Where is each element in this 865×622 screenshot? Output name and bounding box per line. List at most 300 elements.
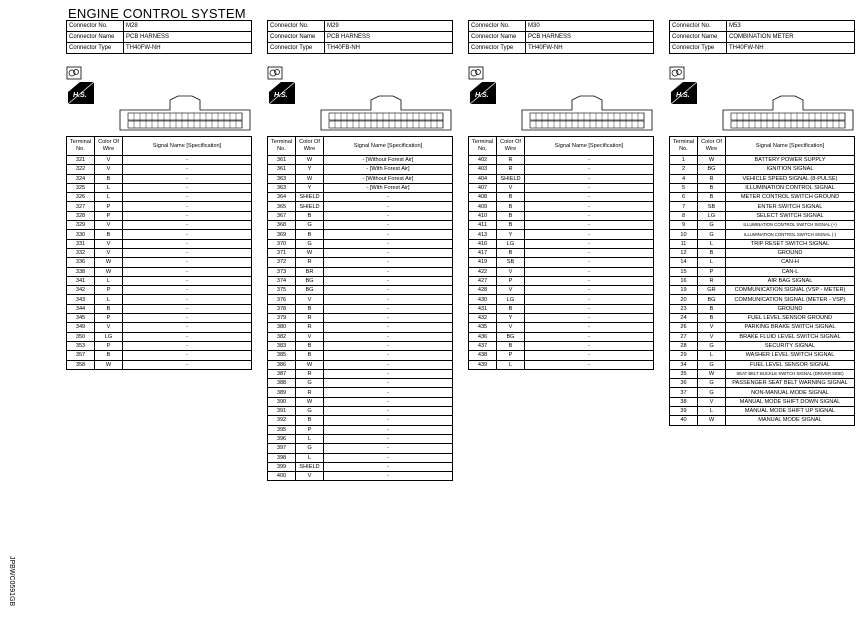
signal-name: SEAT BELT BUCKLE SWITCH SIGNAL (DRIVER SIDE) <box>726 369 855 378</box>
signal-name: - <box>324 211 453 220</box>
signal-name: - <box>525 221 654 230</box>
wire-color: V <box>296 472 324 481</box>
wire-color: V <box>497 267 525 276</box>
wire-color: BG <box>698 295 726 304</box>
table-row <box>670 360 855 369</box>
table-row <box>469 332 654 341</box>
signal-name: - <box>123 332 252 341</box>
connector-info-label: Connector Name <box>268 32 325 43</box>
table-row <box>670 341 855 350</box>
signal-name: ILLUMINATION CONTROL SIGNAL <box>726 183 855 192</box>
signal-name: - <box>324 397 453 406</box>
signal-name: - <box>525 360 654 369</box>
wire-color: G <box>296 444 324 453</box>
table-row <box>268 286 453 295</box>
signal-name: - <box>123 248 252 257</box>
signal-name: - <box>123 286 252 295</box>
wire-color: BG <box>497 332 525 341</box>
connector-info-label: Connector Name <box>469 32 526 43</box>
table-row <box>469 239 654 248</box>
terminal-no: 432 <box>469 314 497 323</box>
table-row <box>670 156 855 165</box>
wire-color: B <box>95 174 123 183</box>
signal-name: - <box>525 165 654 174</box>
terminal-no: 330 <box>67 230 95 239</box>
terminal-no: 363 <box>268 183 296 192</box>
wire-color: W <box>296 174 324 183</box>
table-row <box>67 304 252 313</box>
signal-name: - <box>123 193 252 202</box>
wire-color: V <box>95 221 123 230</box>
terminal-no: 12 <box>670 248 698 257</box>
terminal-no: 344 <box>67 304 95 313</box>
connector-info-value: M53 <box>727 21 855 32</box>
connector-info-table <box>669 20 855 54</box>
table-row <box>268 165 453 174</box>
table-row <box>670 351 855 360</box>
table-row <box>670 369 855 378</box>
signal-name: - <box>324 407 453 416</box>
signal-name: - <box>525 295 654 304</box>
wire-color: R <box>497 156 525 165</box>
terminal-no: 403 <box>469 165 497 174</box>
terminal-no: 327 <box>67 202 95 211</box>
terminal-no: 14 <box>670 258 698 267</box>
wire-color: P <box>497 351 525 360</box>
wire-color: V <box>497 286 525 295</box>
signal-name: - <box>324 295 453 304</box>
connector-info-value: COMBINATION METER <box>727 32 855 43</box>
signal-name: - <box>123 221 252 230</box>
wire-color: G <box>698 379 726 388</box>
wire-color: G <box>698 388 726 397</box>
wire-color: V <box>698 323 726 332</box>
connector-info-row <box>67 32 252 43</box>
connector-face-diagram <box>520 94 654 132</box>
connector-info-row <box>268 32 453 43</box>
wire-color: B <box>95 351 123 360</box>
wire-color: B <box>296 416 324 425</box>
wire-color: B <box>497 193 525 202</box>
terminal-no: 20 <box>670 295 698 304</box>
signal-name: - <box>123 165 252 174</box>
signal-name: WASHER LEVEL SWITCH SIGNAL <box>726 351 855 360</box>
table-row <box>268 388 453 397</box>
table-row <box>67 239 252 248</box>
signal-name: BRAKE FLUID LEVEL SWITCH SIGNAL <box>726 332 855 341</box>
wire-color: V <box>497 323 525 332</box>
terminal-no: 342 <box>67 286 95 295</box>
pin-table-header <box>469 137 654 156</box>
wire-color: B <box>296 304 324 313</box>
signal-name: - <box>123 314 252 323</box>
terminal-no: 350 <box>67 332 95 341</box>
terminal-no: 398 <box>268 453 296 462</box>
table-row <box>469 193 654 202</box>
terminal-no: 387 <box>268 369 296 378</box>
signal-name: - <box>123 295 252 304</box>
signal-name: SECURITY SIGNAL <box>726 341 855 350</box>
table-row <box>268 258 453 267</box>
terminal-no: 353 <box>67 341 95 350</box>
table-row <box>268 351 453 360</box>
table-row <box>268 211 453 220</box>
wire-color: P <box>497 276 525 285</box>
table-row <box>670 332 855 341</box>
wire-color: B <box>698 314 726 323</box>
signal-name: - <box>324 434 453 443</box>
wire-color: R <box>296 258 324 267</box>
table-row <box>469 286 654 295</box>
table-row <box>268 193 453 202</box>
table-row <box>268 453 453 462</box>
table-row <box>670 286 855 295</box>
signal-name: - <box>324 202 453 211</box>
table-row <box>469 341 654 350</box>
table-row <box>67 248 252 257</box>
wire-color: G <box>698 360 726 369</box>
signal-name: - <box>324 193 453 202</box>
signal-name: - <box>324 221 453 230</box>
terminal-no: 436 <box>469 332 497 341</box>
terminal-no: 437 <box>469 341 497 350</box>
connector-info-row <box>670 21 855 32</box>
terminal-no: 23 <box>670 304 698 313</box>
signal-name: - <box>324 323 453 332</box>
signal-name: - <box>324 369 453 378</box>
table-row <box>670 267 855 276</box>
hs-label: H.S. <box>73 92 87 99</box>
terminal-header: Terminal No. <box>670 137 698 156</box>
wire-color: B <box>497 202 525 211</box>
wire-color: G <box>296 379 324 388</box>
signal-name: - <box>324 248 453 257</box>
terminal-no: 19 <box>670 286 698 295</box>
wire-color: L <box>296 434 324 443</box>
connector-info-row <box>67 21 252 32</box>
wire-color: R <box>698 276 726 285</box>
terminal-no: 36 <box>670 379 698 388</box>
wire-color: SHIELD <box>296 193 324 202</box>
signal-name: - [Without Forest Air] <box>324 156 453 165</box>
signal-name: - <box>324 351 453 360</box>
connector-info-label: Connector Name <box>67 32 124 43</box>
wire-color: V <box>95 165 123 174</box>
signal-name: - <box>324 286 453 295</box>
signal-name: GROUND <box>726 248 855 257</box>
terminal-no: 321 <box>67 156 95 165</box>
signal-name: - <box>525 230 654 239</box>
connector-info-value: PCB HARNESS <box>526 32 654 43</box>
table-row <box>268 323 453 332</box>
wire-color: L <box>698 407 726 416</box>
wire-color: G <box>296 407 324 416</box>
table-row <box>670 388 855 397</box>
signal-name: FUEL LEVEL SENSOR GROUND <box>726 314 855 323</box>
connector-info-label: Connector Type <box>67 43 124 54</box>
signal-name: ILLUMINATION CONTROL SWITCH SIGNAL (+) <box>726 221 855 230</box>
signal-name: MANUAL MODE SHIFT DOWN SIGNAL <box>726 397 855 406</box>
signal-name: - <box>525 193 654 202</box>
terminal-no: 358 <box>67 360 95 369</box>
wire-color: W <box>95 267 123 276</box>
signal-name: - <box>123 239 252 248</box>
terminal-no: 26 <box>670 323 698 332</box>
terminal-no: 331 <box>67 239 95 248</box>
table-row <box>469 258 654 267</box>
table-row <box>268 425 453 434</box>
terminal-no: 329 <box>67 221 95 230</box>
terminal-no: 382 <box>268 332 296 341</box>
wire-color: L <box>296 453 324 462</box>
table-row <box>268 304 453 313</box>
table-row <box>268 369 453 378</box>
color-header: Color Of Wire <box>296 137 324 156</box>
wire-color: B <box>296 351 324 360</box>
wire-color: LG <box>698 211 726 220</box>
wire-color: L <box>698 239 726 248</box>
terminal-no: 34 <box>670 360 698 369</box>
table-row <box>67 295 252 304</box>
connector-info-value: M30 <box>526 21 654 32</box>
signal-name: - <box>324 472 453 481</box>
table-row <box>469 230 654 239</box>
signal-name: - <box>324 462 453 471</box>
terminal-no: 11 <box>670 239 698 248</box>
wire-color: P <box>698 267 726 276</box>
pin-table-header <box>268 137 453 156</box>
terminal-no: 438 <box>469 351 497 360</box>
signal-name: - <box>123 211 252 220</box>
table-row <box>469 202 654 211</box>
connector-face-diagram <box>319 94 453 132</box>
signal-name: - <box>123 174 252 183</box>
connector-info-value: TH40FW-NH <box>727 43 855 54</box>
terminal-no: 373 <box>268 267 296 276</box>
signal-name: - <box>324 314 453 323</box>
table-row <box>670 416 855 425</box>
signal-name: - <box>324 332 453 341</box>
terminal-no: 326 <box>67 193 95 202</box>
signal-name: NON-MANUAL MODE SIGNAL <box>726 388 855 397</box>
signal-header: Signal Name [Specification] <box>525 137 654 156</box>
wire-color: V <box>497 183 525 192</box>
terminal-no: 361 <box>268 156 296 165</box>
wire-color: V <box>95 156 123 165</box>
wire-color: P <box>95 211 123 220</box>
terminal-header: Terminal No. <box>469 137 497 156</box>
terminal-no: 439 <box>469 360 497 369</box>
wire-color: B <box>497 341 525 350</box>
table-row <box>268 230 453 239</box>
pin-table <box>468 136 654 370</box>
terminal-no: 39 <box>670 407 698 416</box>
table-row <box>268 444 453 453</box>
wire-color: SB <box>698 202 726 211</box>
pin-table-header <box>67 137 252 156</box>
connector-info-row <box>67 43 252 54</box>
connector-m53 <box>669 20 855 424</box>
wire-color: B <box>497 221 525 230</box>
terminal-no: 402 <box>469 156 497 165</box>
hs-label: H.S. <box>475 92 489 99</box>
connector-face-diagram <box>118 94 252 132</box>
connector-face-diagram <box>721 94 855 132</box>
signal-header: Signal Name [Specification] <box>123 137 252 156</box>
signal-name: - <box>324 379 453 388</box>
signal-name: - <box>123 276 252 285</box>
terminal-no: 388 <box>268 379 296 388</box>
table-row <box>268 434 453 443</box>
wire-color: W <box>698 156 726 165</box>
wire-color: B <box>497 304 525 313</box>
table-row <box>469 314 654 323</box>
signal-name: - <box>525 202 654 211</box>
connector-info-value: TH40FW-NH <box>124 43 252 54</box>
wire-color: W <box>95 258 123 267</box>
wire-color: B <box>296 341 324 350</box>
signal-name: - <box>324 453 453 462</box>
signal-name: ENTER SWITCH SIGNAL <box>726 202 855 211</box>
signal-name: - <box>324 304 453 313</box>
terminal-no: 35 <box>670 369 698 378</box>
wire-color: V <box>698 397 726 406</box>
wire-color: L <box>95 295 123 304</box>
wire-color: L <box>95 183 123 192</box>
connector-info-row <box>670 43 855 54</box>
table-row <box>268 462 453 471</box>
table-row <box>469 165 654 174</box>
signal-name: - <box>525 276 654 285</box>
signal-name: COMMUNICATION SIGNAL (VSP - METER) <box>726 286 855 295</box>
table-row <box>67 267 252 276</box>
terminal-no: 417 <box>469 248 497 257</box>
connector-info-row <box>469 43 654 54</box>
wire-color: W <box>698 416 726 425</box>
terminal-header: Terminal No. <box>67 137 95 156</box>
table-row <box>268 397 453 406</box>
signal-name: AIR BAG SIGNAL <box>726 276 855 285</box>
table-row <box>469 360 654 369</box>
signal-name: FUEL LEVEL SENSOR SIGNAL <box>726 360 855 369</box>
wire-color: V <box>296 295 324 304</box>
terminal-no: 349 <box>67 323 95 332</box>
wire-color: B <box>95 230 123 239</box>
terminal-no: 413 <box>469 230 497 239</box>
terminal-no: 332 <box>67 248 95 257</box>
connector-info-value: TH40FW-NH <box>526 43 654 54</box>
table-row <box>67 230 252 239</box>
terminal-no: 16 <box>670 276 698 285</box>
terminal-no: 396 <box>268 434 296 443</box>
signal-name: - <box>123 351 252 360</box>
terminal-no: 9 <box>670 221 698 230</box>
wire-color: G <box>698 221 726 230</box>
signal-name: - <box>525 323 654 332</box>
terminal-no: 385 <box>268 351 296 360</box>
signal-name: - <box>525 183 654 192</box>
terminal-no: 2 <box>670 165 698 174</box>
table-row <box>469 248 654 257</box>
terminal-no: 324 <box>67 174 95 183</box>
signal-name: - <box>324 360 453 369</box>
table-row <box>268 314 453 323</box>
signal-name: - <box>123 156 252 165</box>
table-row <box>469 267 654 276</box>
signal-name: - <box>123 341 252 350</box>
terminal-no: 392 <box>268 416 296 425</box>
wire-color: R <box>296 388 324 397</box>
signal-name: CAN-H <box>726 258 855 267</box>
terminal-no: 369 <box>268 230 296 239</box>
connector-info-row <box>469 32 654 43</box>
connector-info-label: Connector Type <box>268 43 325 54</box>
table-row <box>469 221 654 230</box>
wire-color: V <box>95 248 123 257</box>
terminal-no: 379 <box>268 314 296 323</box>
terminal-no: 1 <box>670 156 698 165</box>
color-header: Color Of Wire <box>95 137 123 156</box>
signal-name: - <box>324 276 453 285</box>
wire-color: Y <box>296 183 324 192</box>
signal-name: PASSENGER SEAT BELT WARNING SIGNAL <box>726 379 855 388</box>
terminal-no: 431 <box>469 304 497 313</box>
connector-m30 <box>468 20 654 368</box>
terminal-no: 5 <box>670 183 698 192</box>
terminal-no: 410 <box>469 211 497 220</box>
hs-badge <box>267 66 297 114</box>
wire-color: G <box>698 230 726 239</box>
terminal-no: 370 <box>268 239 296 248</box>
table-row <box>670 193 855 202</box>
signal-name: - <box>525 351 654 360</box>
signal-name: TRIP RESET SWITCH SIGNAL <box>726 239 855 248</box>
terminal-no: 419 <box>469 258 497 267</box>
signal-name: - <box>525 341 654 350</box>
table-row <box>670 248 855 257</box>
table-row <box>67 286 252 295</box>
table-row <box>670 202 855 211</box>
terminal-no: 345 <box>67 314 95 323</box>
signal-name: - [With Forest Air] <box>324 165 453 174</box>
terminal-no: 428 <box>469 286 497 295</box>
wire-color: L <box>95 276 123 285</box>
wire-color: SHIELD <box>296 462 324 471</box>
signal-name: MANUAL MODE SHIFT UP SIGNAL <box>726 407 855 416</box>
table-row <box>268 156 453 165</box>
table-row <box>670 239 855 248</box>
signal-name: - <box>324 388 453 397</box>
signal-name: - <box>324 258 453 267</box>
signal-name: COMMUNICATION SIGNAL (METER - VSP) <box>726 295 855 304</box>
terminal-no: 4 <box>670 174 698 183</box>
connector-info-row <box>268 43 453 54</box>
connector-info-label: Connector No. <box>670 21 727 32</box>
signal-name: - <box>525 156 654 165</box>
table-row <box>268 360 453 369</box>
terminal-no: 364 <box>268 193 296 202</box>
hs-label: H.S. <box>274 92 288 99</box>
signal-name: BATTERY POWER SUPPLY <box>726 156 855 165</box>
terminal-no: 376 <box>268 295 296 304</box>
terminal-no: 40 <box>670 416 698 425</box>
connector-info-table <box>66 20 252 54</box>
terminal-no: 357 <box>67 351 95 360</box>
wire-color: B <box>497 211 525 220</box>
table-row <box>268 221 453 230</box>
hs-label: H.S. <box>676 92 690 99</box>
signal-name: - <box>123 230 252 239</box>
